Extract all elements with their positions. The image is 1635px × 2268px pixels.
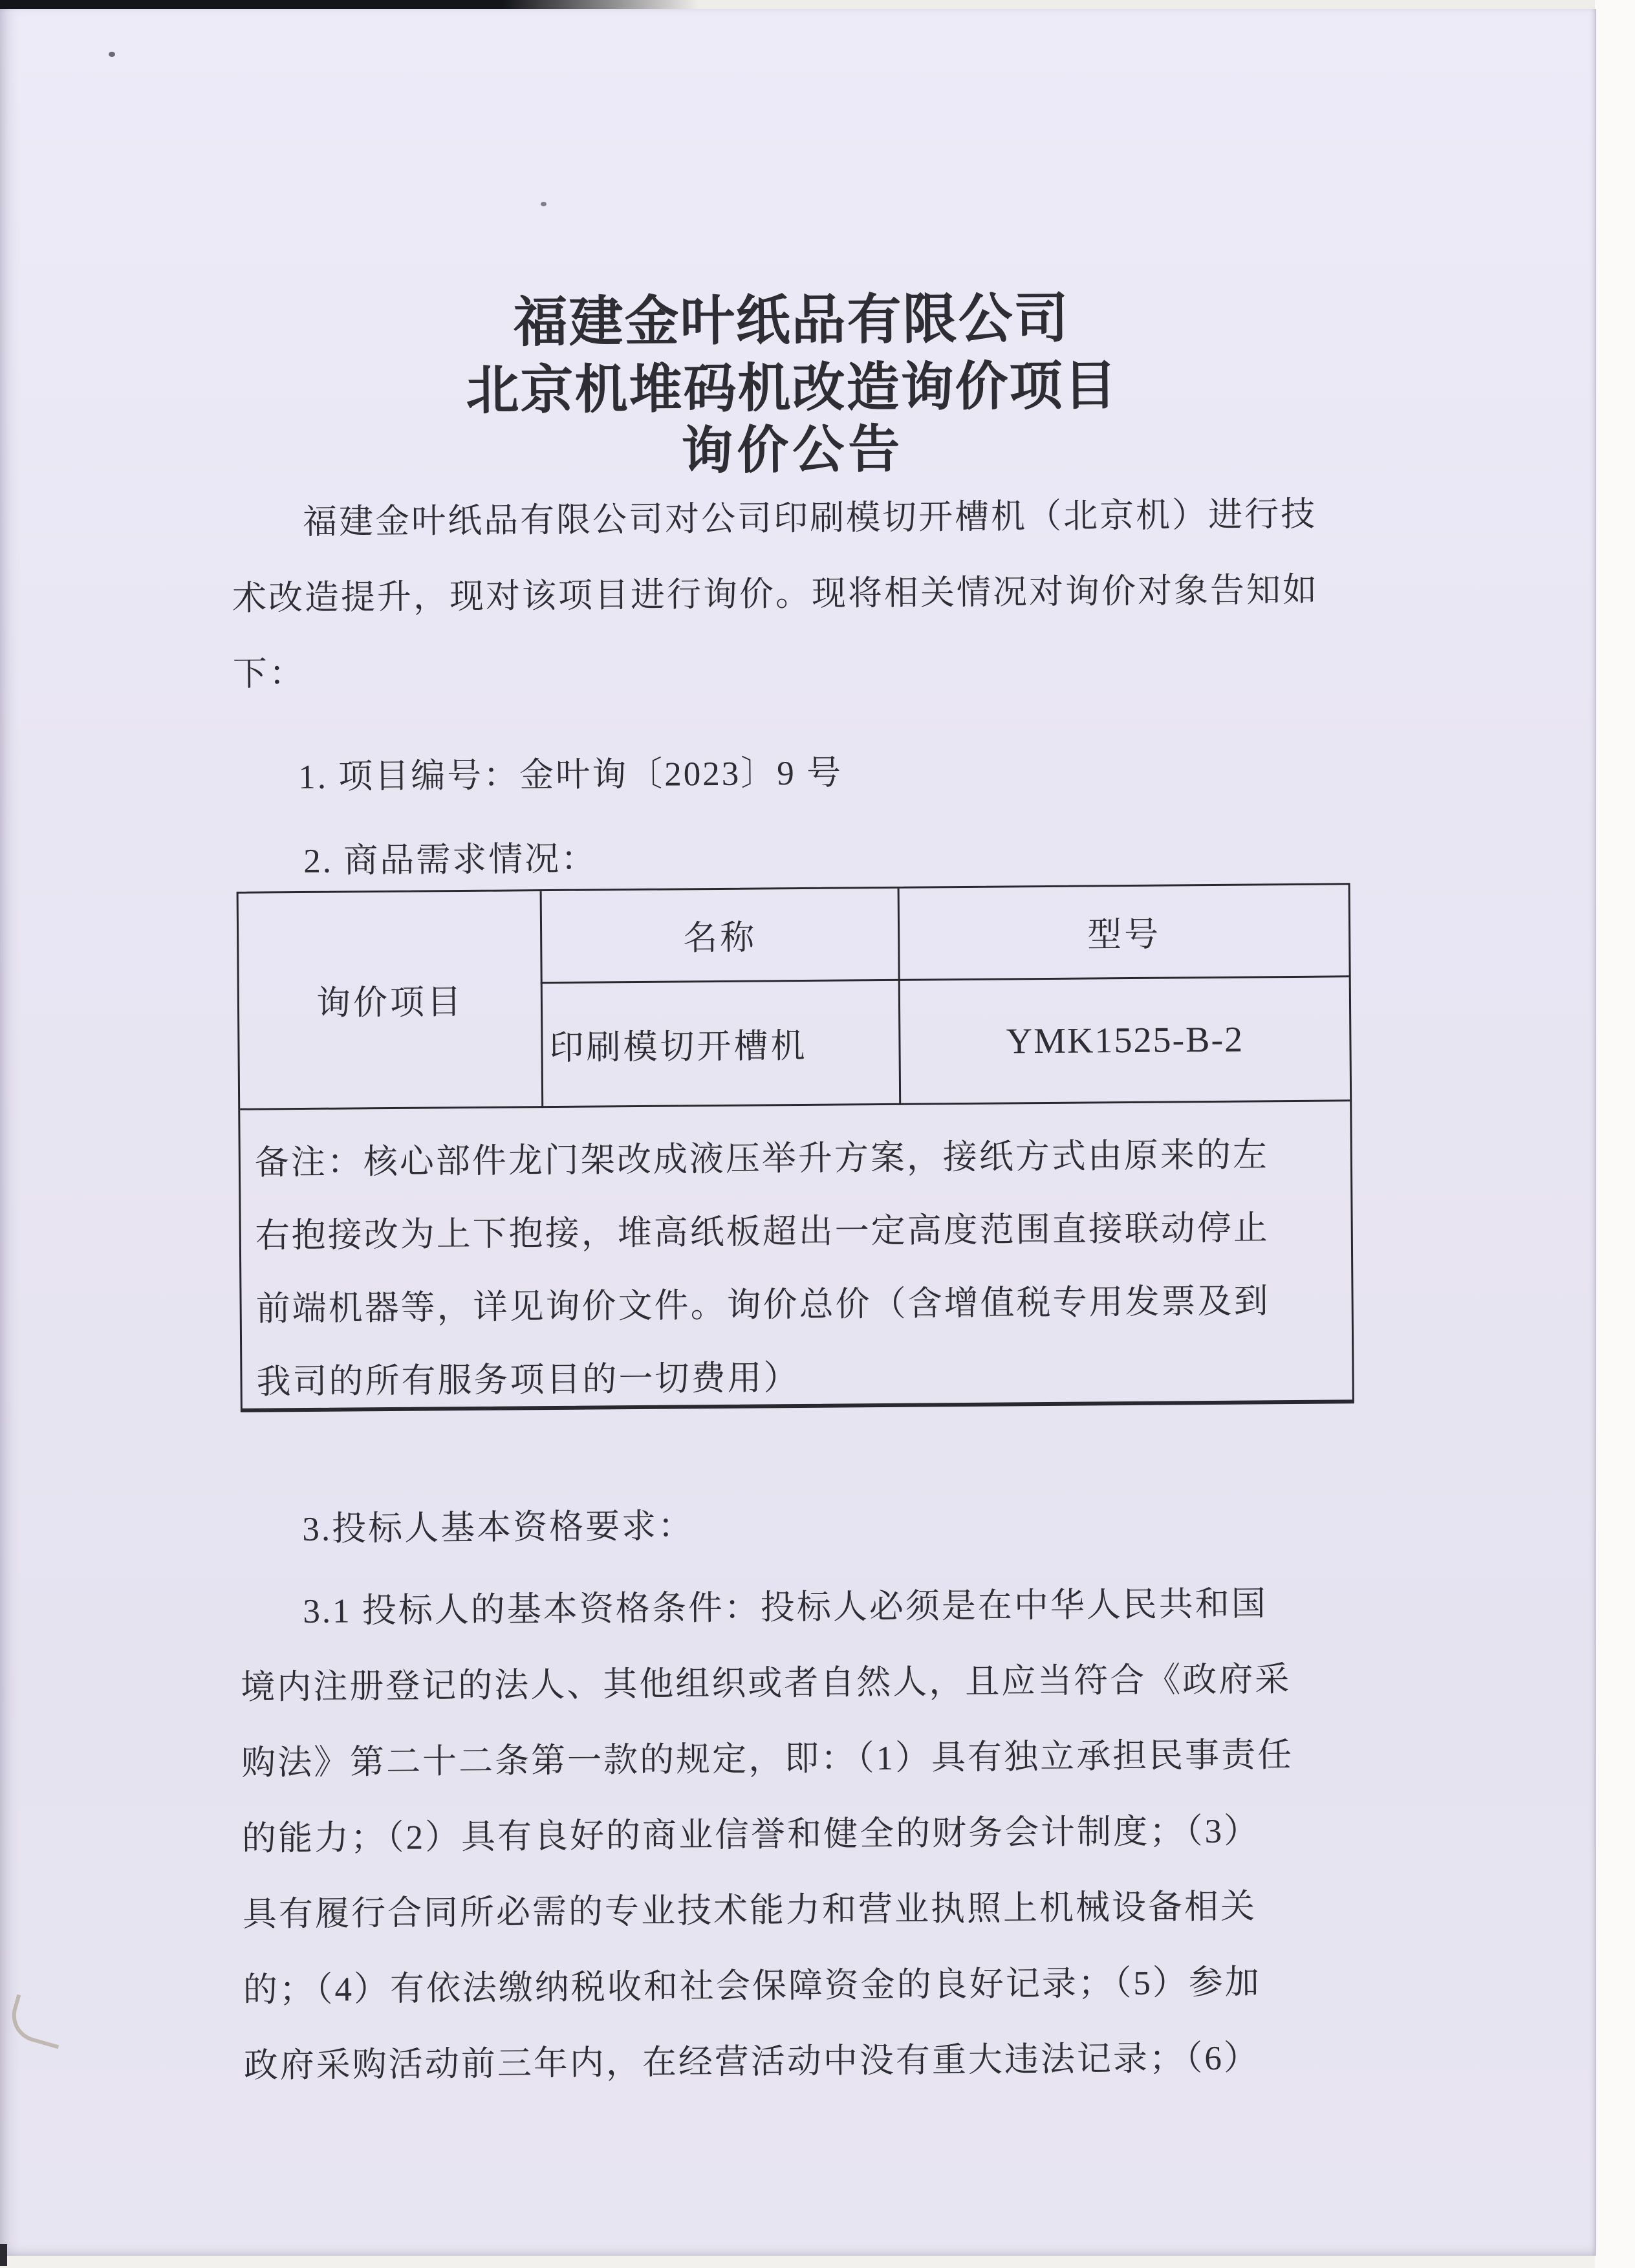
section3-line-1: 3.1 投标人的基本资格条件：投标人必须是在中华人民共和国 <box>303 1585 1268 1631</box>
paper-sheet <box>0 9 1596 2256</box>
item-project-number: 1. 项目编号：金叶询〔2023〕9 号 <box>298 754 843 797</box>
document-content <box>0 3 1604 2262</box>
section3-line-3: 购法》第二十二条第一款的规定，即：（1）具有独立承担民事责任 <box>241 1736 1294 1782</box>
scan-speck-artifact <box>109 52 115 57</box>
section3-line-4: 的能力；（2）具有良好的商业信誉和健全的财务会计制度；（3） <box>241 1812 1261 1858</box>
remark-line-3: 前端机器等，详见询价文件。询价总价（含增值税专用发票及到 <box>255 1282 1270 1328</box>
intro-line-1: 福建金叶纸品有限公司对公司印刷模切开槽机（北京机）进行技 <box>302 495 1317 541</box>
intro-line-2: 术改造提升，现对该项目进行询价。现将相关情况对询价对象告知如 <box>232 571 1319 618</box>
scan-speck-artifact <box>541 202 547 206</box>
intro-line-3: 下： <box>232 654 306 693</box>
scan-edge-artifact-bottom-left <box>0 2244 7 2266</box>
company-title: 福建金叶纸品有限公司 <box>513 288 1070 354</box>
section3-line-5: 具有履行合同所必需的专业技术能力和营业执照上机械设备相关 <box>242 1888 1257 1934</box>
section3-line-7: 政府采购活动前三年内，在经营活动中没有重大违法记录；（6） <box>243 2039 1261 2085</box>
section3-line-6: 的；（4）有依法缴纳税收和社会保障资金的良好记录；（5）参加 <box>243 1963 1262 2009</box>
requirements-table <box>237 883 1354 1412</box>
announcement-heading: 询价公告 <box>680 421 904 481</box>
remark-line-1: 备注：核心部件龙门架改成液压举升方案，接纸方式由原来的左 <box>254 1136 1270 1182</box>
product-model-cell: YMK1525-B-2 <box>1006 1019 1244 1061</box>
inquiry-item-cell: 询价项目 <box>316 984 464 1022</box>
project-title: 北京机堆码机改造询价项目 <box>466 356 1118 420</box>
remark-cell <box>240 1101 1356 1410</box>
product-name-cell: 印刷模切开槽机 <box>549 1027 808 1067</box>
name-header-cell: 名称 <box>682 919 757 958</box>
model-header-cell: 型号 <box>1087 916 1162 955</box>
item-demand-heading: 2. 商品需求情况： <box>303 840 598 880</box>
scan-edge-artifact-top <box>0 0 698 9</box>
remark-line-2: 右抱接改为上下抱接，堆高纸板超出一定高度范围直接联动停止 <box>255 1209 1270 1255</box>
section3-line-2: 境内注册登记的法人、其他组织或者自然人，且应当符合《政府采 <box>241 1661 1292 1707</box>
remark-line-4: 我司的所有服务项目的一切费用） <box>256 1359 800 1401</box>
section3-heading: 3.投标人基本资格要求： <box>302 1507 695 1549</box>
